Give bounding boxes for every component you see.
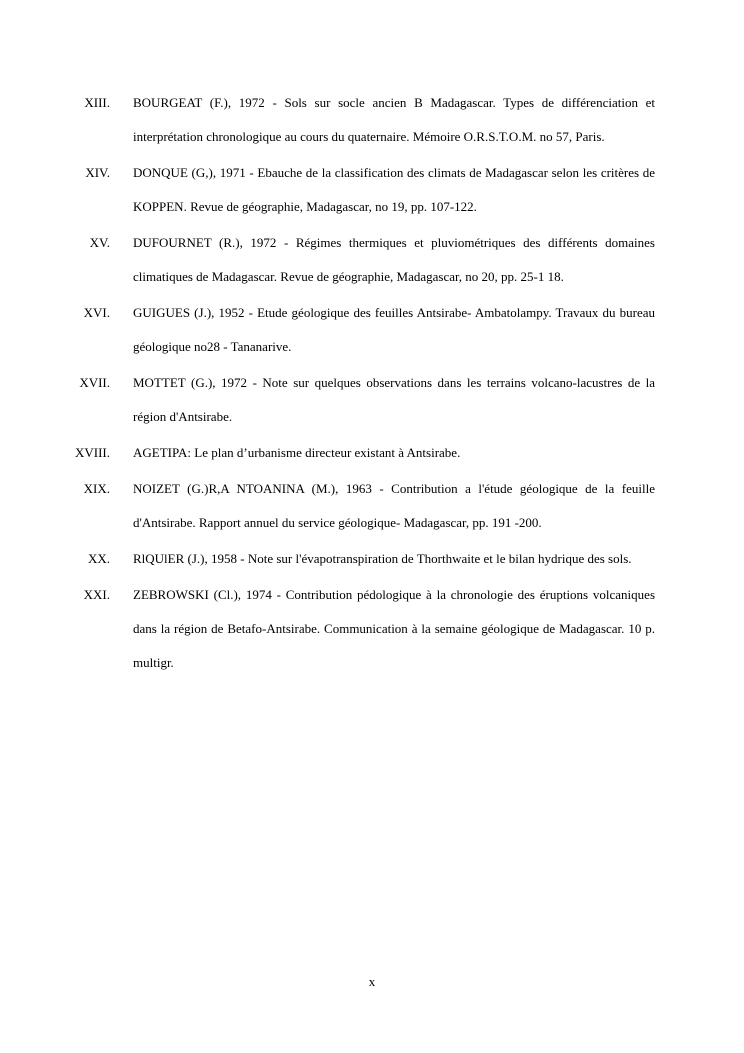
reference-number: XVII. bbox=[79, 375, 110, 390]
reference-number: XVIII. bbox=[74, 445, 110, 460]
reference-text: DUFOURNET (R.), 1972 - Régimes thermiques et pluviométriques des différents domaines climatiques de Madagascar. Revue de géographie, Madagascar, no 20, pp. 25-1 18. bbox=[133, 235, 655, 284]
reference-item bbox=[0, 436, 744, 470]
reference-text: ZEBROWSKI (Cl.), 1974 - Contribution pédologique à la chronologie des éruptions volcaniques dans la région de Betafo-Antsirabe. Communication à la semaine géologique de Madagascar. 10 p. multigr. bbox=[133, 587, 655, 670]
reference-text: BOURGEAT (F.), 1972 - Sols sur socle ancien B Madagascar. Types de différenciation et interprétation chronologique au cours du quaternaire. Mémoire O.R.S.T.O.M. no 57, Paris. bbox=[133, 95, 655, 144]
reference-item bbox=[0, 296, 744, 364]
reference-list bbox=[0, 86, 744, 682]
reference-text: NOIZET (G.)R,A NTOANINA (M.), 1963 - Contribution a l'étude géologique de la feuille d'Antsirabe. Rapport annuel du service géologique- Madagascar, pp. 191 -200. bbox=[133, 481, 655, 530]
reference-number: XXI. bbox=[83, 587, 110, 602]
reference-item bbox=[0, 86, 744, 154]
reference-number: XVI. bbox=[83, 305, 110, 320]
reference-text: RlQUlER (J.), 1958 - Note sur l'évapotranspiration de Thorthwaite et le bilan hydrique des sols. bbox=[133, 551, 632, 566]
reference-item bbox=[0, 366, 744, 434]
reference-text: DONQUE (G,), 1971 - Ebauche de la classification des climats de Madagascar selon les critères de KOPPEN. Revue de géographie, Madagascar, no 19, pp. 107-122. bbox=[133, 165, 655, 214]
reference-item bbox=[0, 226, 744, 294]
reference-number: XIX. bbox=[83, 481, 110, 496]
reference-text: AGETIPA: Le plan d’urbanisme directeur existant à Antsirabe. bbox=[133, 445, 461, 460]
reference-number: XV. bbox=[89, 235, 110, 250]
reference-number: XIV. bbox=[85, 165, 110, 180]
reference-item bbox=[0, 542, 744, 576]
reference-text: GUIGUES (J.), 1952 - Etude géologique des feuilles Antsirabe- Ambatolampy. Travaux du bureau géologique no28 - Tananarive. bbox=[133, 305, 655, 354]
reference-number: XX. bbox=[87, 551, 110, 566]
reference-item bbox=[0, 578, 744, 680]
reference-item bbox=[0, 472, 744, 540]
reference-item bbox=[0, 156, 744, 224]
reference-text: MOTTET (G.), 1972 - Note sur quelques observations dans les terrains volcano-lacustres de la région d'Antsirabe. bbox=[133, 375, 655, 424]
reference-number: XIII. bbox=[84, 95, 110, 110]
page-number: x bbox=[368, 974, 376, 989]
